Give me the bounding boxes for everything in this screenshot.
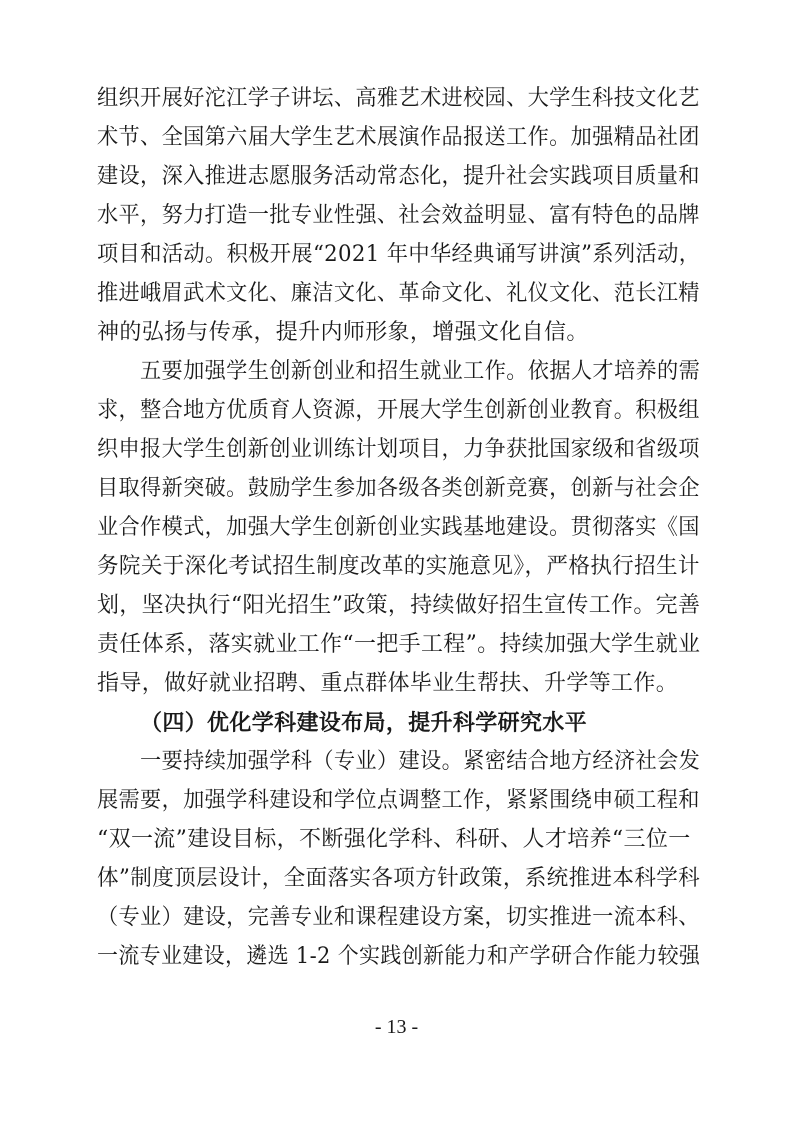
body-text-line: “双一流”建设目标，不断强化学科、科研、人才培养“三位一 (97, 827, 691, 852)
body-text-line: 项目和活动。积极开展“2021 年中华经典诵写讲演”系列活动， (97, 242, 701, 267)
body-text-line: 求，整合地方优质育人资源，开展大学生创新创业教育。积极组 (97, 398, 700, 423)
body-text-line: 推进峨眉武术文化、廉洁文化、革命文化、礼仪文化、范长江精 (97, 281, 700, 306)
body-text-line: 一流专业建设，遴选 1-2 个实践创新能力和产学研合作能力较强 (97, 944, 701, 969)
body-text-line: 神的弘扬与传承，提升内师形象，增强文化自信。 (97, 320, 589, 345)
body-text-line: 责任体系，落实就业工作“一把手工程”。持续加强大学生就业 (97, 632, 701, 657)
body-text-line: 目取得新突破。鼓励学生参加各级各类创新竞赛，创新与社会企 (97, 476, 700, 501)
body-text-line: 划，坚决执行“阳光招生”政策，持续做好招生宣传工作。完善 (97, 593, 701, 618)
body-text-line: 组织开展好沱江学子讲坛、高雅艺术进校园、大学生科技文化艺 (97, 86, 700, 111)
body-text-line: 织申报大学生创新创业训练计划项目，力争获批国家级和省级项 (97, 437, 700, 462)
paragraph-start-line: 一要持续加强学科（专业）建设。紧密结合地方经济社会发 (140, 749, 701, 774)
body-text-line: 业合作模式，加强大学生创新创业实践基地建设。贯彻落实《国 (97, 515, 700, 540)
page-number: - 13 - (374, 1016, 419, 1038)
body-text-line: 务院关于深化考试招生制度改革的实施意见》，严格执行招生计 (97, 554, 700, 579)
paragraph-start-line: 五要加强学生创新创业和招生就业工作。依据人才培养的需 (140, 359, 701, 384)
body-text-line: （专业）建设，完善专业和课程建设方案，切实推进一流本科、 (97, 905, 700, 930)
body-text-line: 术节、全国第六届大学生艺术展演作品报送工作。加强精品社团 (97, 125, 700, 150)
body-text-line: 展需要，加强学科建设和学位点调整工作，紧紧围绕申硕工程和 (97, 788, 700, 813)
section-heading: （四）优化学科建设布局，提升科学研究水平 (140, 710, 588, 736)
body-text-line: 水平，努力打造一批专业性强、社会效益明显、富有特色的品牌 (97, 203, 700, 228)
body-text-line: 建设，深入推进志愿服务活动常态化，提升社会实践项目质量和 (97, 164, 700, 189)
body-text-line: 体”制度顶层设计，全面落实各项方针政策，系统推进本科学科 (97, 866, 701, 891)
body-text-line: 指导，做好就业招聘、重点群体毕业生帮扶、升学等工作。 (97, 671, 679, 696)
